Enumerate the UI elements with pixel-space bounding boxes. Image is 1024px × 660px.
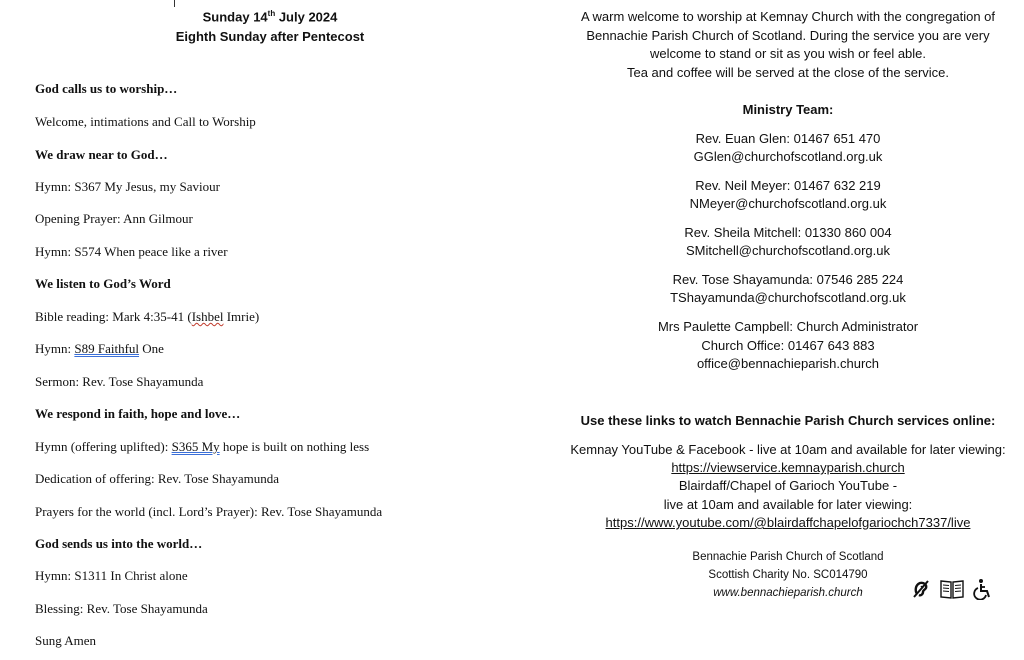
- service-item: Bible reading: Mark 4:35-41 (Ishbel Imrie): [35, 309, 260, 324]
- ministry-contact: Rev. Tose Shayamunda: 07546 285 224: [672, 272, 904, 287]
- service-item: Sung Amen: [35, 633, 97, 648]
- blairdaff-youtube-link[interactable]: https://www.youtube.com/@blairdaffchapelofgariochch7337/live: [605, 515, 971, 530]
- service-item: Prayers for the world (incl. Lord’s Prayer): Rev. Tose Shayamunda: [35, 504, 383, 519]
- service-item: Hymn (offering uplifted): S365 My hope is built on nothing less: [35, 439, 370, 454]
- service-item: Hymn: S574 When peace like a river: [35, 244, 228, 259]
- service-item: Hymn: S89 Faithful One: [35, 341, 164, 356]
- welcome-text: A warm welcome to worship at Kemnay Church with the congregation of: [580, 9, 996, 24]
- welcome-text: Bennachie Parish Church of Scotland. During the service you are very: [586, 28, 990, 43]
- section-heading: We respond in faith, hope and love…: [35, 406, 241, 421]
- service-item: Opening Prayer: Ann Gilmour: [35, 211, 193, 226]
- ministry-email: office@bennachieparish.church: [696, 356, 880, 371]
- online-text: live at 10am and available for later viewing:: [663, 497, 913, 512]
- service-item: Sermon: Rev. Tose Shayamunda: [35, 374, 204, 389]
- service-occasion: Eighth Sunday after Pentecost: [175, 29, 365, 44]
- grammar-flag: S89 Faithful: [74, 341, 140, 356]
- section-heading: God sends us into the world…: [35, 536, 203, 551]
- grammar-flag: S365 My: [171, 439, 220, 454]
- online-text: Kemnay YouTube & Facebook - live at 10am and available for later viewing:: [570, 442, 1006, 457]
- service-item: Blessing: Rev. Tose Shayamunda: [35, 601, 208, 616]
- service-item: Welcome, intimations and Call to Worship: [35, 114, 256, 129]
- service-item: Hymn: S1311 In Christ alone: [35, 568, 188, 583]
- welcome-text: Tea and coffee will be served at the close of the service.: [626, 65, 950, 80]
- section-heading: God calls us to worship…: [35, 81, 178, 96]
- section-heading: We draw near to God…: [35, 147, 168, 162]
- ministry-contact: Mrs Paulette Campbell: Church Administrator: [657, 319, 919, 334]
- ministry-email: SMitchell@churchofscotland.org.uk: [686, 243, 890, 258]
- online-heading: Use these links to watch Bennachie Parish Church services online:: [580, 413, 996, 428]
- ministry-contact: Church Office: 01467 643 883: [701, 338, 875, 353]
- service-item: Hymn: S367 My Jesus, my Saviour: [35, 179, 220, 194]
- footer-charity-number: Scottish Charity No. SC014790: [708, 569, 868, 581]
- spelling-flag: Ishbel: [191, 309, 224, 324]
- ministry-email: NMeyer@churchofscotland.org.uk: [689, 196, 887, 211]
- ministry-contact: Rev. Neil Meyer: 01467 632 219: [695, 178, 881, 193]
- wheelchair-icon: [973, 578, 993, 600]
- ministry-contact: Rev. Euan Glen: 01467 651 470: [695, 131, 881, 146]
- online-text: Blairdaff/Chapel of Garioch YouTube -: [678, 478, 898, 493]
- large-print-book-icon: [939, 578, 965, 600]
- welcome-panel: [540, 0, 1024, 660]
- section-heading: We listen to God’s Word: [35, 276, 171, 291]
- ministry-contact: Rev. Sheila Mitchell: 01330 860 004: [684, 225, 892, 240]
- text-cursor: [174, 0, 175, 7]
- ministry-email: TShayamunda@churchofscotland.org.uk: [670, 290, 906, 305]
- kemnay-stream-link[interactable]: https://viewservice.kemnayparish.church: [671, 460, 905, 475]
- accessibility-icons: [911, 578, 993, 600]
- footer-church-name: Bennachie Parish Church of Scotland: [692, 551, 884, 563]
- welcome-text: welcome to stand or sit as you wish or feel able.: [649, 46, 927, 61]
- ministry-email: GGlen@churchofscotland.org.uk: [693, 149, 883, 164]
- footer-website: www.bennachieparish.church: [713, 587, 863, 599]
- hearing-loop-icon: [911, 579, 931, 599]
- service-item: Dedication of offering: Rev. Tose Shayamunda: [35, 471, 279, 486]
- service-date: Sunday 14th July 2024: [202, 9, 338, 25]
- ministry-heading: Ministry Team:: [742, 102, 834, 117]
